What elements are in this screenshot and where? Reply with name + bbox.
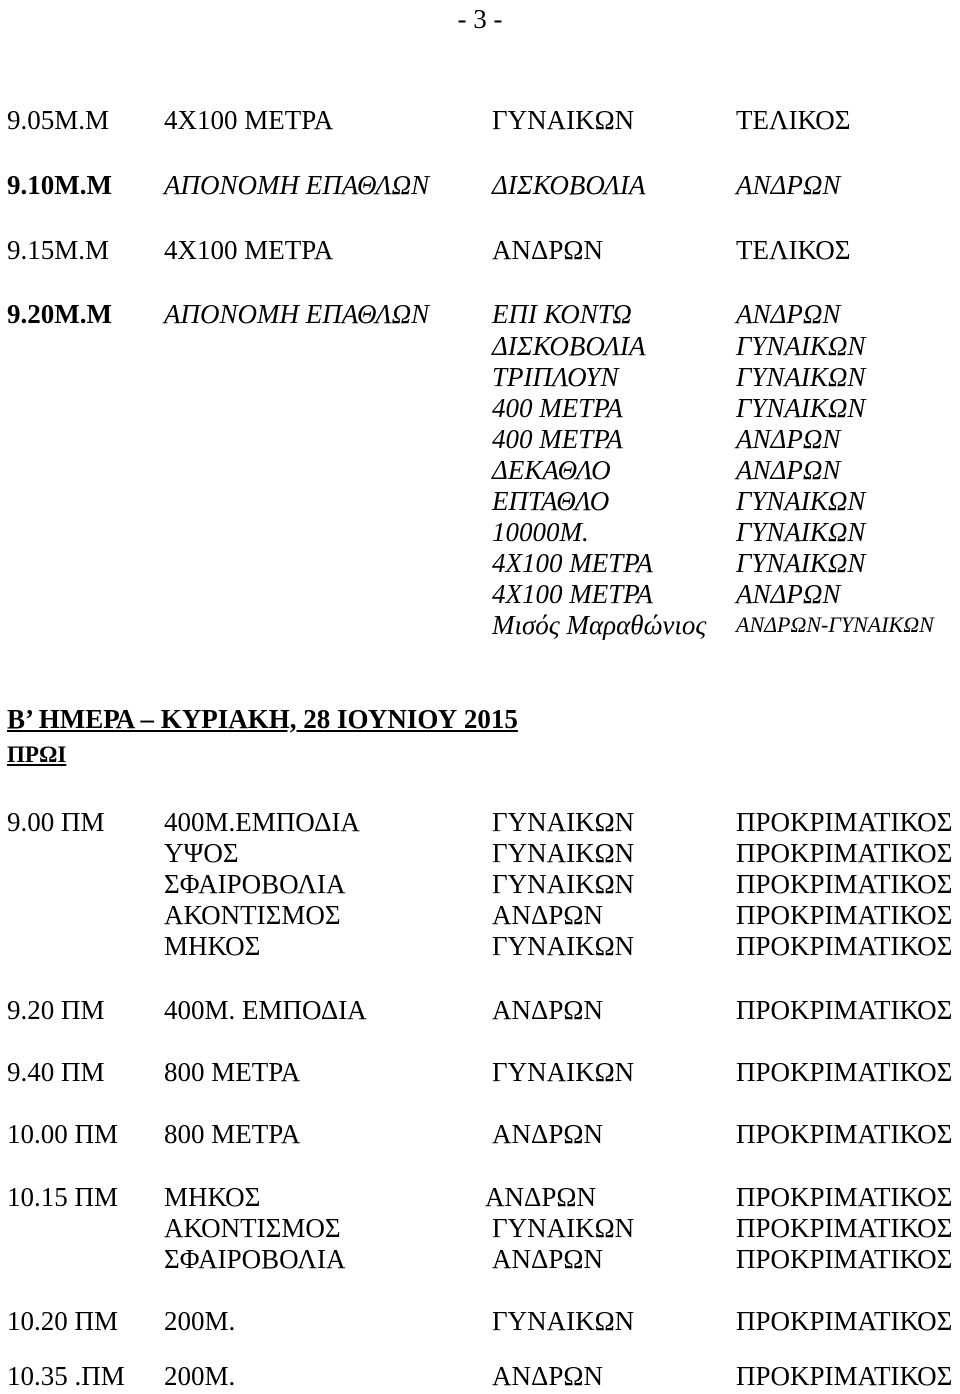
round-cell: ΠΡΟΚΡΙΜΑΤΙΚΟΣ <box>736 1182 953 1212</box>
time-cell: 9.05Μ.Μ <box>7 105 110 135</box>
event-cell: ΣΦΑΙΡΟΒΟΛΙΑ <box>164 1244 346 1274</box>
award-category: ΓΥΝΑΙΚΩΝ <box>736 517 866 547</box>
round-cell: ΠΡΟΚΡΙΜΑΤΙΚΟΣ <box>736 1361 953 1391</box>
schedule-row <box>0 868 960 900</box>
round-cell: ΤΕΛΙΚΟΣ <box>736 105 851 135</box>
round-cell: ΠΡΟΚΡΙΜΑΤΙΚΟΣ <box>736 838 953 868</box>
schedule-row <box>0 234 960 266</box>
award-row <box>0 454 960 486</box>
event-cell: 800 ΜΕΤΡΑ <box>164 1057 301 1087</box>
award-category: ΓΥΝΑΙΚΩΝ <box>736 362 866 392</box>
time-cell: 9.20 ΠΜ <box>7 995 105 1025</box>
event-cell: 4Χ100 ΜΕΤΡΑ <box>164 235 334 265</box>
session-heading: ΠΡΩΙ <box>7 742 67 767</box>
schedule-row <box>0 1212 960 1244</box>
time-cell: 10.20 ΠΜ <box>7 1306 119 1336</box>
event-cell: 400Μ.ΕΜΠΟΔΙΑ <box>164 807 360 837</box>
event-cell: ΑΠΟΝΟΜΗ ΕΠΑΘΛΩΝ <box>164 299 430 329</box>
category-cell: ΕΠΙ ΚΟΝΤΩ <box>492 299 632 329</box>
award-event: 400 ΜΕΤΡΑ <box>492 393 623 423</box>
schedule-row <box>0 994 960 1026</box>
award-event: ΤΡΙΠΛΟΥΝ <box>492 362 619 392</box>
schedule-row <box>0 104 960 136</box>
award-category: ΓΥΝΑΙΚΩΝ <box>736 331 866 361</box>
award-event: Μισός Μαραθώνιος <box>492 610 707 640</box>
round-cell: ΠΡΟΚΡΙΜΑΤΙΚΟΣ <box>736 807 953 837</box>
category-cell: ΓΥΝΑΙΚΩΝ <box>492 1306 635 1336</box>
event-cell: 200Μ. <box>164 1306 236 1336</box>
award-event: ΕΠΤΑΘΛΟ <box>492 486 610 516</box>
time-cell: 9.00 ΠΜ <box>7 807 105 837</box>
schedule-row <box>0 169 960 201</box>
award-event: ΔΙΣΚΟΒΟΛΙΑ <box>492 331 646 361</box>
schedule-row <box>0 1181 960 1213</box>
schedule-row <box>0 1243 960 1275</box>
award-category: ΑΝΔΡΩΝ <box>736 424 841 454</box>
award-event: 400 ΜΕΤΡΑ <box>492 424 623 454</box>
category-cell: ΓΥΝΑΙΚΩΝ <box>492 1057 635 1087</box>
round-cell: ΑΝΔΡΩΝ <box>736 170 841 200</box>
schedule-row <box>0 1056 960 1088</box>
award-event: 4Χ100 ΜΕΤΡΑ <box>492 548 653 578</box>
category-cell: ΑΝΔΡΩΝ <box>492 900 603 930</box>
time-cell: 9.40 ΠΜ <box>7 1057 105 1087</box>
event-cell: ΑΠΟΝΟΜΗ ΕΠΑΘΛΩΝ <box>164 170 430 200</box>
award-row <box>0 485 960 517</box>
schedule-row <box>0 298 960 330</box>
round-cell: ΤΕΛΙΚΟΣ <box>736 235 851 265</box>
award-category: ΑΝΔΡΩΝ <box>736 579 841 609</box>
category-cell: ΑΝΔΡΩΝ <box>492 235 603 265</box>
award-event: 10000Μ. <box>492 517 589 547</box>
round-cell: ΑΝΔΡΩΝ <box>736 299 841 329</box>
event-cell: ΜΗΚΟΣ <box>164 931 261 961</box>
category-cell: ΑΝΔΡΩΝ <box>492 995 603 1025</box>
schedule-row <box>0 1360 960 1392</box>
award-row <box>0 392 960 424</box>
day-heading: Β’ ΗΜΕΡΑ – ΚΥΡΙΑΚΗ, 28 ΙΟΥΝΙΟΥ 2015 <box>7 704 518 734</box>
round-cell: ΠΡΟΚΡΙΜΑΤΙΚΟΣ <box>736 931 953 961</box>
category-cell: ΑΝΔΡΩΝ <box>485 1182 596 1212</box>
round-cell: ΠΡΟΚΡΙΜΑΤΙΚΟΣ <box>736 1119 953 1149</box>
schedule-row <box>0 899 960 931</box>
event-cell: ΑΚΟΝΤΙΣΜΟΣ <box>164 900 341 930</box>
category-cell: ΓΥΝΑΙΚΩΝ <box>492 838 635 868</box>
award-row <box>0 547 960 579</box>
schedule-row <box>0 806 960 838</box>
round-cell: ΠΡΟΚΡΙΜΑΤΙΚΟΣ <box>736 1057 953 1087</box>
time-cell: 9.10Μ.Μ <box>7 170 112 200</box>
category-cell: ΓΥΝΑΙΚΩΝ <box>492 931 635 961</box>
schedule-row <box>0 837 960 869</box>
page-number: - 3 - <box>457 4 503 34</box>
category-cell: ΓΥΝΑΙΚΩΝ <box>492 1213 635 1243</box>
category-cell: ΓΥΝΑΙΚΩΝ <box>492 105 635 135</box>
award-row <box>0 423 960 455</box>
schedule-row <box>0 930 960 962</box>
time-cell: 10.35 .ΠΜ <box>7 1361 125 1391</box>
schedule-row <box>0 1305 960 1337</box>
category-cell: ΑΝΔΡΩΝ <box>492 1119 603 1149</box>
event-cell: 4Χ100 ΜΕΤΡΑ <box>164 105 334 135</box>
award-event: ΔΕΚΑΘΛΟ <box>492 455 611 485</box>
category-cell: ΓΥΝΑΙΚΩΝ <box>492 807 635 837</box>
award-category: ΓΥΝΑΙΚΩΝ <box>736 393 866 423</box>
round-cell: ΠΡΟΚΡΙΜΑΤΙΚΟΣ <box>736 995 953 1025</box>
round-cell: ΠΡΟΚΡΙΜΑΤΙΚΟΣ <box>736 1213 953 1243</box>
award-category: ΓΥΝΑΙΚΩΝ <box>736 486 866 516</box>
award-category: ΑΝΔΡΩΝ-ΓΥΝΑΙΚΩΝ <box>736 612 934 637</box>
schedule-row <box>0 1118 960 1150</box>
award-row <box>0 330 960 362</box>
award-event: 4Χ100 ΜΕΤΡΑ <box>492 579 653 609</box>
event-cell: ΥΨΟΣ <box>164 838 239 868</box>
event-cell: 200Μ. <box>164 1361 236 1391</box>
event-cell: 400Μ. ΕΜΠΟΔΙΑ <box>164 995 367 1025</box>
award-row <box>0 361 960 393</box>
category-cell: ΑΝΔΡΩΝ <box>492 1361 603 1391</box>
category-cell: ΔΙΣΚΟΒΟΛΙΑ <box>492 170 646 200</box>
award-row <box>0 516 960 548</box>
event-cell: 800 ΜΕΤΡΑ <box>164 1119 301 1149</box>
category-cell: ΓΥΝΑΙΚΩΝ <box>492 869 635 899</box>
round-cell: ΠΡΟΚΡΙΜΑΤΙΚΟΣ <box>736 1306 953 1336</box>
event-cell: ΜΗΚΟΣ <box>164 1182 261 1212</box>
time-cell: 10.15 ΠΜ <box>7 1182 119 1212</box>
round-cell: ΠΡΟΚΡΙΜΑΤΙΚΟΣ <box>736 1244 953 1274</box>
category-cell: ΑΝΔΡΩΝ <box>492 1244 603 1274</box>
round-cell: ΠΡΟΚΡΙΜΑΤΙΚΟΣ <box>736 869 953 899</box>
time-cell: 9.15Μ.Μ <box>7 235 110 265</box>
time-cell: 9.20Μ.Μ <box>7 299 112 329</box>
award-category: ΑΝΔΡΩΝ <box>736 455 841 485</box>
award-row <box>0 609 960 641</box>
award-category: ΓΥΝΑΙΚΩΝ <box>736 548 866 578</box>
event-cell: ΑΚΟΝΤΙΣΜΟΣ <box>164 1213 341 1243</box>
round-cell: ΠΡΟΚΡΙΜΑΤΙΚΟΣ <box>736 900 953 930</box>
time-cell: 10.00 ΠΜ <box>7 1119 119 1149</box>
event-cell: ΣΦΑΙΡΟΒΟΛΙΑ <box>164 869 346 899</box>
award-row <box>0 578 960 610</box>
